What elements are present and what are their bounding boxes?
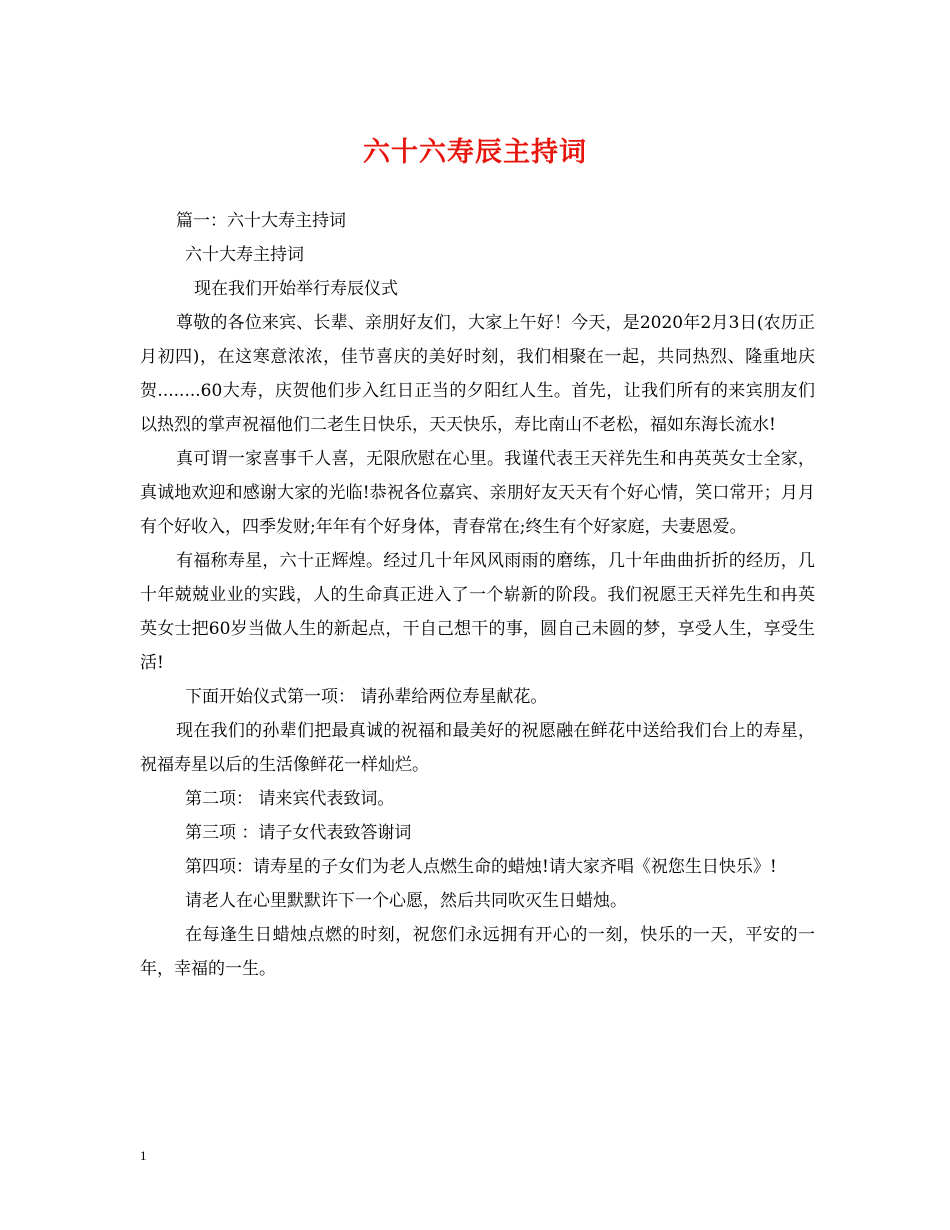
section-heading: 篇一：六十大寿主持词 [176,211,346,231]
ceremony-item-1: 下面开始仪式第一项： 请孙辈给两位寿星献花。 [185,687,548,707]
ceremony-item-3: 第三项 ：请子女代表致答谢词 [185,823,412,843]
subheading: 六十大寿主持词 [185,245,304,265]
paragraph-closing-wish: 在每逢生日蜡烛点燃的时刻，祝您们永远拥有开心的一刻，快乐的一天，平安的一年，幸福的一生。 [140,925,815,979]
document-title: 六十六寿辰主持词 [363,137,587,168]
paragraph-blessing: 有福称寿星，六十正辉煌。经过几十年风风雨雨的磨练，几十年曲曲折折的经历，几十年兢兢业业的实践，人的生命真正进入了一个崭新的阶段。我们祝愿王天祥先生和冉英英女士把60岁当做人生的新起点，干自己想干的事，圆自己未圆的梦，享受人生，享受生活! [140,551,815,673]
ceremony-item-2: 第二项： 请来宾代表致词。 [185,789,395,809]
ceremony-item-4: 第四项：请寿星的子女们为老人点燃生命的蜡烛!请大家齐唱《祝您生日快乐》! [185,857,777,877]
paragraph-wish: 请老人在心里默默许下一个心愿，然后共同吹灭生日蜡烛。 [185,891,627,911]
paragraph-flowers: 现在我们的孙辈们把最真诚的祝福和最美好的祝愿融在鲜花中送给我们台上的寿星，祝福寿星以后的生活像鲜花一样灿烂。 [140,721,815,775]
paragraph-greeting: 尊敬的各位来宾、长辈、亲朋好友们，大家上午好！今天，是2020年2月3日(农历正月初四)，在这寒意浓浓，佳节喜庆的美好时刻，我们相聚在一起，共同热烈、隆重地庆贺........60大寿，庆贺他们步入红日正当的夕阳红人生。首先，让我们所有的来宾朋友们以热烈的掌声祝福他们二老生日快乐，天天快乐，寿比南山不老松，福如东海长流水! [140,313,815,435]
page-number: 1 [140,1148,147,1163]
paragraph-welcome: 真可谓一家喜事千人喜，无限欣慰在心里。我谨代表王天祥先生和冉英英女士全家，真诚地欢迎和感谢大家的光临!恭祝各位嘉宾、亲朋好友天天有个好心情，笑口常开；月月有个好收入，四季发财;年年有个好身体，青春常在;终生有个好家庭，夫妻恩爱。 [140,449,815,537]
ceremony-opening-line: 现在我们开始举行寿辰仪式 [194,279,398,299]
document-body [140,204,815,986]
